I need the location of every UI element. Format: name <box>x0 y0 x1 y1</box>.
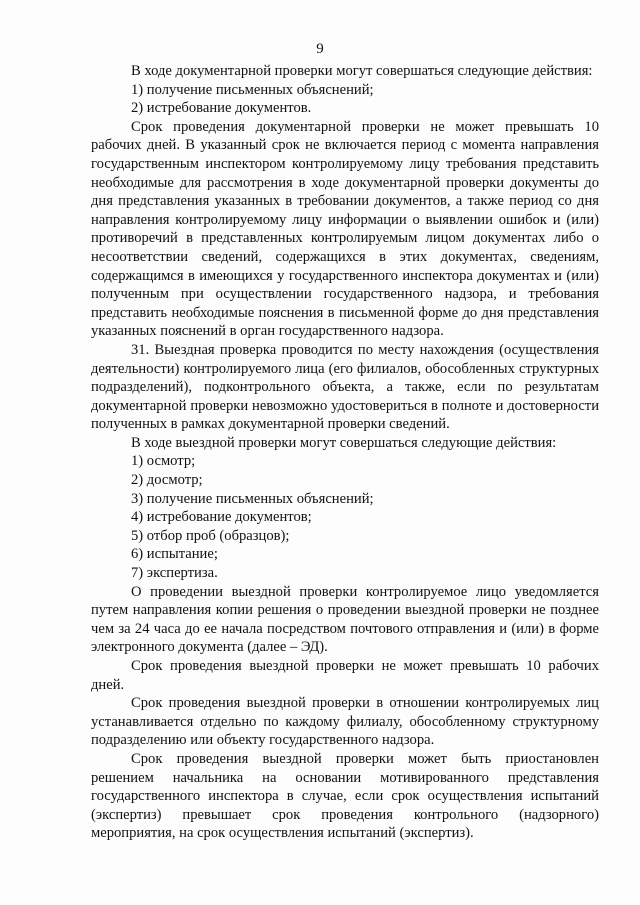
paragraph-notification: О проведении выездной проверки контролируемое лицо уведомляется путем направления копии решения о проведении выездной проверки не позднее чем за 24 часа до ее начала посредством почтового отправления и (или) в форме электронного документа (далее – ЭД). <box>91 583 599 656</box>
page-number: 9 <box>316 41 324 57</box>
paragraph-suspension: Срок проведения выездной проверки может быть приостановлен решением начальника на основании мотивированного представления государственного инспектора в случае, если срок осуществления испытаний (экспертиз) превышает срок проведения контрольного (надзорного) мероприятия, на срок осуществления испытаний (экспертиз). <box>91 750 599 842</box>
list-item-expertise: 7) экспертиза. <box>131 565 218 582</box>
list-item-document-request: 2) истребование документов. <box>131 100 312 117</box>
paragraph-field-check-actions: В ходе выездной проверки могут совершаться следующие действия: <box>131 434 557 451</box>
paragraph-branch-term: Срок проведения выездной проверки в отношении контролируемых лиц устанавливается отдельно по каждому филиалу, обособленному структурному подразделению или объекту государственного надзора. <box>91 695 599 749</box>
document-body <box>91 62 599 843</box>
list-item-document-request-2: 4) истребование документов; <box>131 509 312 526</box>
list-item-written-explanations-2: 3) получение письменных объяснений; <box>131 490 374 507</box>
list-item-sampling: 5) отбор проб (образцов); <box>131 527 290 544</box>
paragraph-document-check-actions: В ходе документарной проверки могут совершаться следующие действия: <box>131 63 593 79</box>
list-item-search: 2) досмотр; <box>131 472 203 489</box>
paragraph-field-check-31: 31. Выездная проверка проводится по месту нахождения (осуществления деятельности) контролируемого лица (его филиалов, обособленных структурных подразделений), подконтрольного объекта, а также, если по результатам документарной проверки невозможно удостовериться в полноте и достоверности полученных в рамках документарной проверки сведений. <box>91 341 599 433</box>
paragraph-field-check-term: Срок проведения выездной проверки не может превышать 10 рабочих дней. <box>91 658 599 693</box>
list-item-testing: 6) испытание; <box>131 546 218 563</box>
list-item-written-explanations: 1) получение письменных объяснений; <box>131 81 374 98</box>
paragraph-document-check-term: Срок проведения документарной проверки не может превышать 10 рабочих дней. В указанный срок не включается период с момента направления государственным инспектором контролируемому лицу требования представить необходимые для рассмотрения в ходе документарной проверки документы до дня представления указанных в требовании документов, а также период со дня направления контролируемому лицу информации о выявлении ошибок и (или) противоречий в представленных контролируемым лицом документах либо о несоответствии сведений, содержащихся в этих документах, сведениям, содержащимся в имеющихся у государственного инспектора документах и (или) полученным при осуществлении государственного надзора, и требования представить необходимые пояснения в письменной форме до дня представления указанных пояснений в орган государственного надзора. <box>91 118 599 340</box>
list-item-inspection: 1) осмотр; <box>131 453 196 470</box>
